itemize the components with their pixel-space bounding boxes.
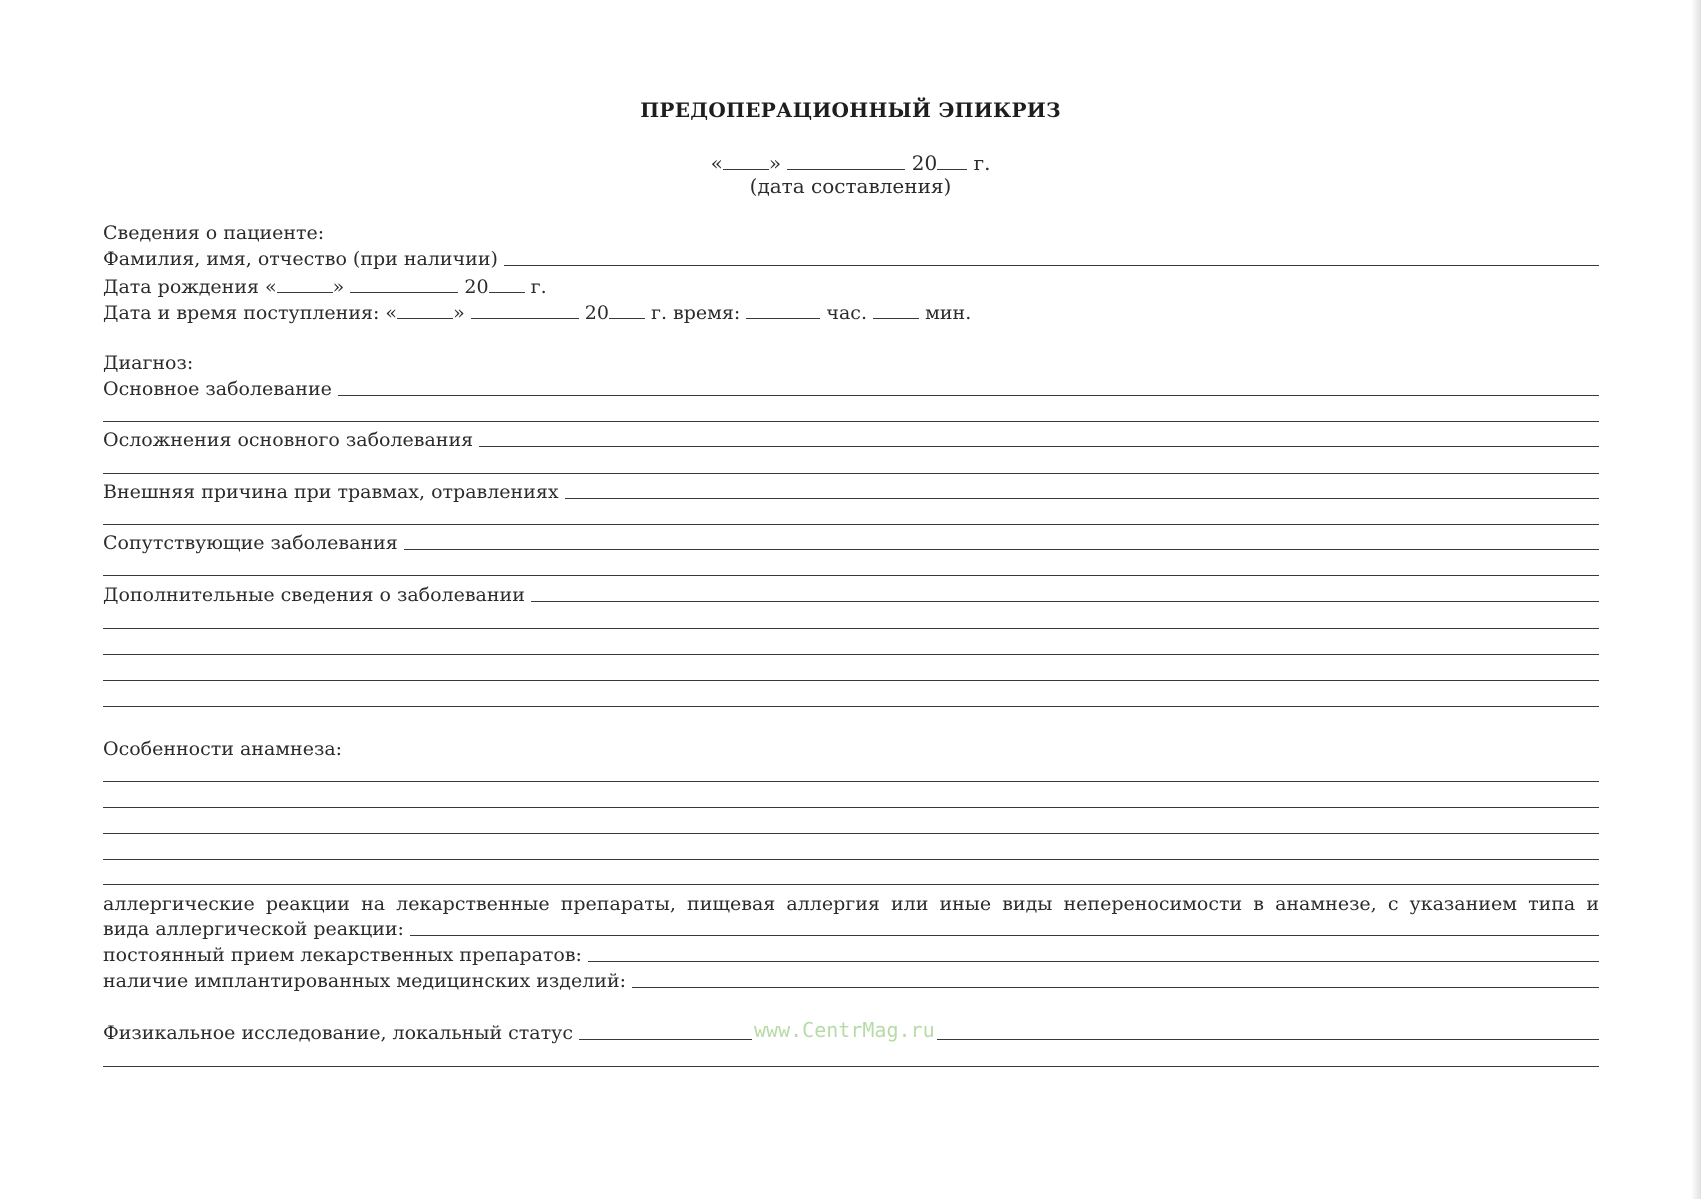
physical-exam-field[interactable] [579,1039,1599,1040]
admission-year-blank[interactable] [609,302,645,319]
external-cause-continuation-line[interactable] [103,524,1599,525]
physical-exam-label: Физикальное исследование, локальный статус [103,1022,573,1044]
birth-close-quote: » [332,276,345,298]
medications-label: постоянный прием лекарственных препаратов: [103,944,582,966]
patient-name-label: Фамилия, имя, отчество (при наличии) [103,248,498,270]
external-cause-label: Внешняя причина при травмах, отравлениях [103,481,559,503]
allergy-description: аллергические реакции на лекарственные препараты, пищевая аллергия или иные виды непереносимости в анамнезе, с указанием типа и [103,893,1599,915]
medications-field[interactable] [588,961,1599,962]
admission-row [103,302,971,324]
watermark-text: www.CentrMag.ru [754,1018,935,1042]
admission-month-blank[interactable] [471,302,579,319]
additional-info-line[interactable] [103,628,1599,629]
birth-date-row [103,276,547,298]
minutes-blank[interactable] [873,302,919,319]
birth-year-blank[interactable] [489,276,525,293]
year-blank[interactable] [937,153,967,170]
anamnesis-line[interactable] [103,884,1599,885]
additional-info-field[interactable] [531,601,1599,602]
year-prefix: 20 [911,151,938,175]
admission-time-label: г. время: [651,302,741,324]
patient-heading: Сведения о пациенте: [103,222,325,244]
implants-row [103,966,1599,992]
admission-year-prefix: 20 [584,302,609,324]
minutes-label: мин. [925,302,972,324]
external-cause-row [103,477,1599,503]
external-cause-field[interactable] [565,498,1599,499]
birth-date-label: Дата рождения « [103,276,277,298]
allergy-type-row [103,914,1599,940]
birth-month-blank[interactable] [350,276,458,293]
complications-row [103,425,1599,451]
patient-name-row [103,244,1599,270]
anamnesis-heading: Особенности анамнеза: [103,738,343,760]
physical-exam-continuation-line[interactable] [103,1066,1599,1067]
month-blank[interactable] [787,153,905,170]
anamnesis-line[interactable] [103,781,1599,782]
additional-info-line[interactable] [103,654,1599,655]
medications-row [103,940,1599,966]
allergy-type-field[interactable] [410,935,1599,936]
date-open-quote: « [710,151,723,175]
birth-year-prefix: 20 [464,276,489,298]
document-title: ПРЕДОПЕРАЦИОННЫЙ ЭПИКРИЗ [640,98,1061,122]
allergy-type-label: вида аллергической реакции: [103,918,404,940]
implants-label: наличие имплантированных медицинских изделий: [103,970,627,992]
date-close-quote: » [768,151,782,175]
birth-day-blank[interactable] [277,276,333,293]
additional-info-line[interactable] [103,680,1599,681]
birth-year-suffix: г. [530,276,547,298]
admission-label: Дата и время поступления: « [103,302,398,324]
anamnesis-line[interactable] [103,807,1599,808]
additional-info-line[interactable] [103,706,1599,707]
anamnesis-line[interactable] [103,833,1599,834]
implants-field[interactable] [632,987,1599,988]
anamnesis-line[interactable] [103,859,1599,860]
diagnosis-heading: Диагноз: [103,352,194,374]
hours-label: час. [826,302,867,324]
concomitant-label: Сопутствующие заболевания [103,532,398,554]
patient-name-field[interactable] [504,265,1599,266]
day-blank[interactable] [723,153,769,170]
hours-blank[interactable] [746,302,820,319]
admission-close-quote: » [453,302,465,324]
main-disease-label: Основное заболевание [103,378,332,400]
year-suffix: г. [973,151,991,175]
additional-info-label: Дополнительные сведения о заболевании [103,584,525,606]
main-disease-continuation-line[interactable] [103,421,1599,422]
compilation-date-line [0,151,1701,175]
complications-continuation-line[interactable] [103,473,1599,474]
concomitant-field[interactable] [404,549,1599,550]
concomitant-continuation-line[interactable] [103,575,1599,576]
main-disease-row [103,374,1599,400]
complications-label: Осложнения основного заболевания [103,429,474,451]
complications-field[interactable] [479,446,1599,447]
additional-info-row [103,580,1599,606]
date-caption: (дата составления) [749,174,952,198]
main-disease-field[interactable] [338,395,1599,396]
admission-day-blank[interactable] [397,302,453,319]
concomitant-row [103,528,1599,554]
